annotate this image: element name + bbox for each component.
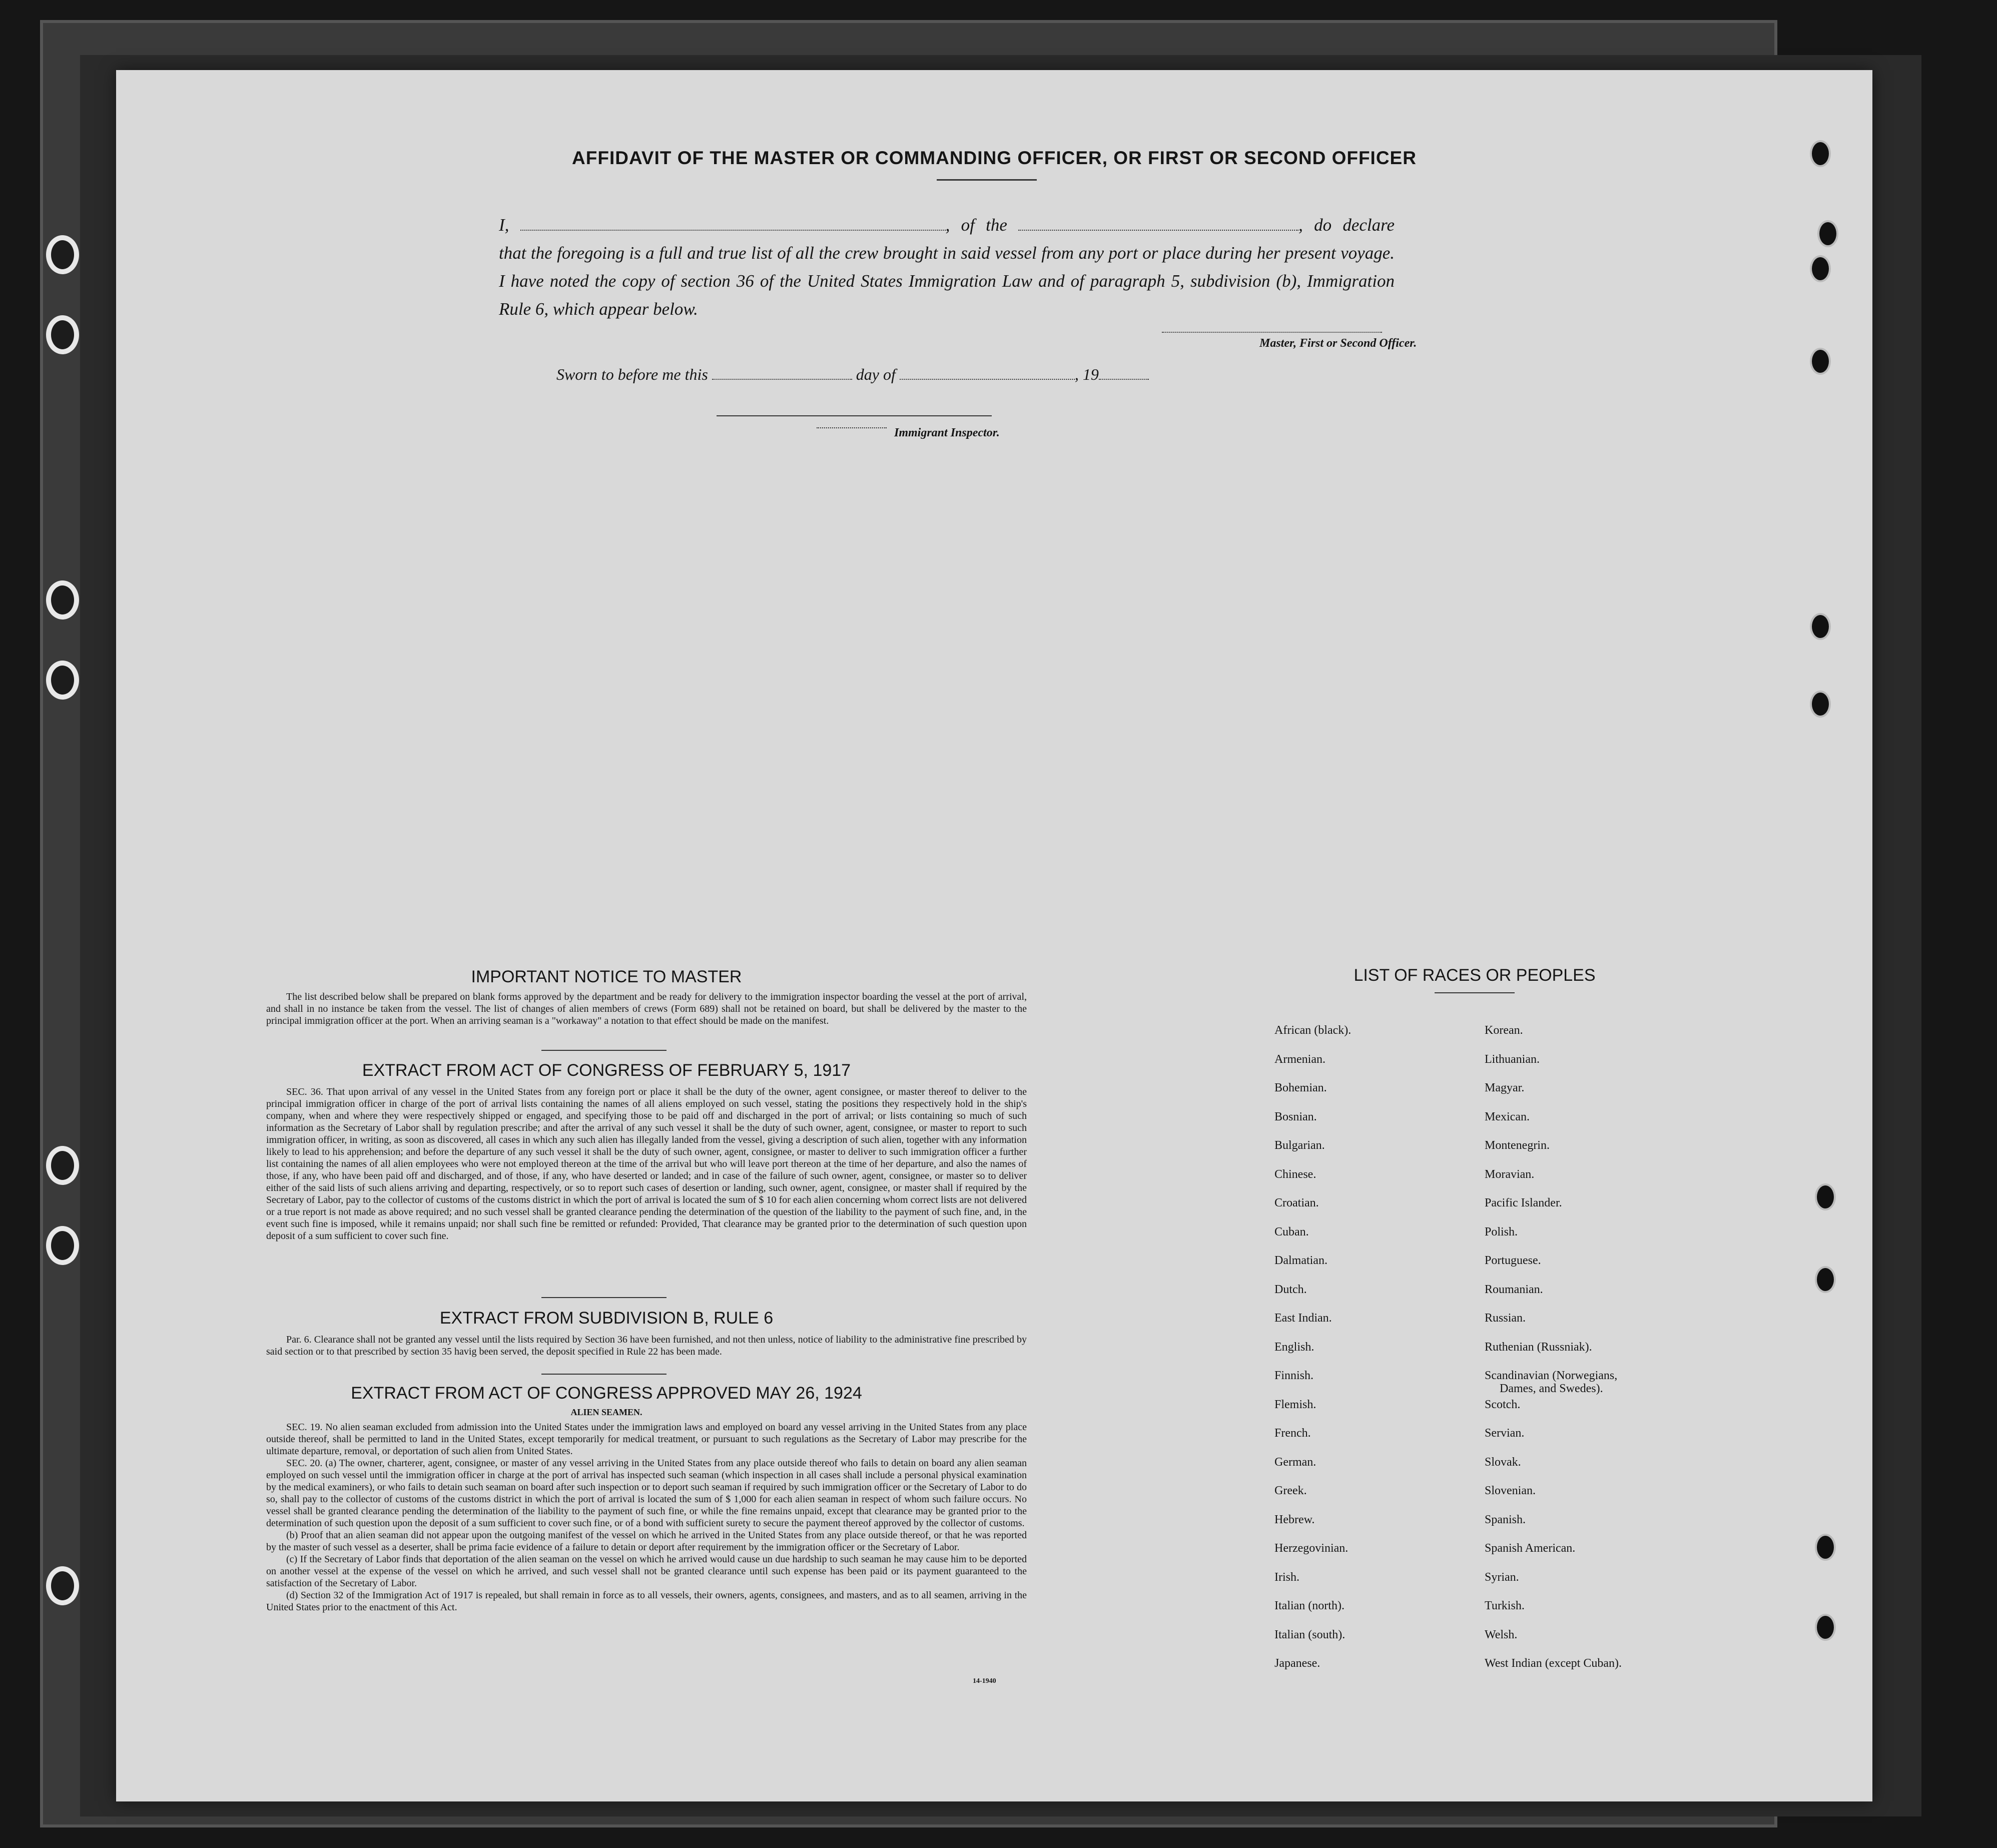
race-item: Cuban. [1274, 1225, 1309, 1239]
race-item: Bosnian. [1274, 1110, 1317, 1123]
binder-hole [46, 661, 79, 700]
sec-19-paragraph: SEC. 19. No alien seaman excluded from admission into the United States under the immigration laws and employed on board any vessel arriving in the United States from any place outside thereof, shall be permitted to land in the United States, except temporarily for medical treatment, or pursuant to such regulations as the Secretary of Labor may prescribe for the ultimate departure, removal, or deportation of such alien from United States. [266, 1422, 1027, 1457]
sec-20c-paragraph: (c) If the Secretary of Labor finds that deportation of the alien seaman on the vessel on which he arrived would cause un due hardship to such seaman he may cause him to be deported on another vessel at the expense of the vessel on which he arrived, and such vessel shall not be granted clearance until such expense has been paid or its payment guaranteed to the satisfaction of the Secretary of Labor. [266, 1554, 1027, 1589]
sworn-year-field[interactable] [1099, 367, 1149, 380]
sec-20b-paragraph: (b) Proof that an alien seaman did not appear upon the outgoing manifest of the vessel on which he arrived in the United States from any place outside thereof, or that he was reported by the master of such vessel as a deserter, shall be prima facie evidence of a failure to detain or deport after requirement by the immigration officer or the Secretary of Labor. [266, 1530, 1027, 1553]
title-rule [937, 179, 1037, 181]
declaration-of-the: , of the [945, 215, 1007, 235]
race-item: East Indian. [1274, 1312, 1332, 1325]
race-item: Greek. [1274, 1484, 1307, 1497]
race-item: Chinese. [1274, 1167, 1316, 1181]
extract-1917-text: SEC. 36. That upon arrival of any vessel in the United States from any foreign port or place it shall be the duty of the owner, agent consignee, or master thereof to deliver to the principal immigration officer in charge of the port of arrival lists containing the names of all aliens employed on such vessel, stating the positions they respectively hold in the ship's company, when and where they were respectively shipped or engaged, and specifying those to be paid off and discharged in the port of arrival; or lists containing so much of such information as the Secretary of Labor shall by regulation prescribe; and after the arrival of any such vessel it shall be the duty of such owner, agent, consignee, or master to report to such immigration officer, in writing, as soon as discovered, all cases in which any such alien has illegally landed from the vessel, giving a description of such alien, together with any information likely to lead to his apprehension; and before the departure of any such vessel it shall be the duty of such owner, agent, consignee, or master to deliver to such immigration officer a further list containing the names of all alien employees who were not employed thereon at the time of the arrival but who will leave port thereon at the time of her departure, and also the names of those, if any, who have been paid off and discharged, and of those, if any, who have deserted or landed; and in case of the failure of such owner, agent, consignee, or master so to deliver either of the said lists of such aliens arriving and departing, respectively, or so to report such cases of desertion or landing, such owner, agent, consignee, or master shall if required by the Secretary of Labor, pay to the collector of customs of the customs district in which the port of arrival is located the sum of $ 10 for each alien concerning whom correct lists are not delivered or a true report is not made as above required; and no such vessel shall be granted clearance pending the determination of the question of the liability to the payment of such fine, and, in the event such fine is imposed, while it remains unpaid; nor shall such fine be remitted or refunded: Provided, That clearance may be granted prior to the determination of such question upon deposit of a sum sufficient to cover such fine. [266, 1086, 1027, 1242]
race-item: Bohemian. [1274, 1081, 1327, 1094]
race-item: Polish. [1485, 1225, 1518, 1239]
binder-hole [46, 580, 79, 620]
punch-hole [1810, 613, 1831, 640]
sec-20a-paragraph: SEC. 20. (a) The owner, charterer, agent, consignee, or master of any vessel arriving in the United States from any place outside thereof who fails to detain on board any alien seaman employed on such vessel until the immigration officer in charge at the port of arrival has inspected such seaman (which inspection in all cases shall include a personal physical examination by the medical examiners), or who fails to detain such seaman on board after such inspection or to deport such seaman if required by such immigration officer or the Secretary of Labor to do so, shall pay to the collector of customs of the customs district in which the port of arrival is located the sum of $ 1,000 for each alien seaman in respect of whom such failure occurs. No vessel shall be granted clearance pending the determination of the liability to the payment of such fine, or while the fine remains unpaid, except that clearance may be granted prior to the determination of such question upon the deposit of a sum sufficient to cover such fine, or of a bond with sufficient surety to secure the payment thereof approved by the collector of customs. [266, 1458, 1027, 1529]
binder-hole [46, 1146, 79, 1185]
races-divider [1435, 992, 1515, 993]
sworn-line [556, 365, 1149, 384]
race-item: Finnish. [1274, 1369, 1314, 1382]
race-item: Italian (north). [1274, 1599, 1345, 1612]
binder-hole [46, 315, 79, 354]
punch-hole [1817, 220, 1838, 247]
race-item: Herzegovinian. [1274, 1542, 1349, 1555]
form-page [116, 70, 1872, 1801]
binder-hole [46, 1226, 79, 1265]
race-item: Italian (south). [1274, 1628, 1346, 1641]
declaration-body: that the foregoing is a full and true list of all the crew brought in said vessel from any port or place during her present voyage. I have noted the copy of section 36 of the United States Immigration Law and of paragraph 5, subdivision (b), Immigration Rule 6, which appear below. [499, 243, 1395, 319]
race-item: Servian. [1485, 1427, 1525, 1440]
sworn-month-field[interactable] [900, 367, 1075, 380]
notice-text: The list described below shall be prepared on blank forms approved by the department and be ready for delivery to the immigration inspector boarding the vessel at the port of arrival, and shall in no instance be taken from the vessel. The list of changes of alien members of crews (Form 689) shall not be retained on board, but shall be delivered by the master to the principal immigration officer at the port. When an arriving seaman is a "workaway" a notation to that effect should be made on the manifest. [266, 991, 1027, 1026]
extract-1924-text [266, 1421, 1027, 1613]
divider [541, 1297, 667, 1298]
inspector-label: Immigrant Inspector. [894, 426, 1000, 439]
race-item: Slovenian. [1485, 1484, 1536, 1497]
race-item: Pacific Islander. [1485, 1196, 1562, 1209]
rule6-text: Par. 6. Clearance shall not be granted any vessel until the lists required by Section 36 have been furnished, and not then unless, notice of liability to the administrative fine prescribed by said section or to that prescribed by section 35 havig been served, the deposit specified in Rule 22 has been made. [266, 1334, 1027, 1357]
declaration-do-declare: , do declare [1298, 215, 1395, 235]
races-left-column [1274, 1024, 1351, 1686]
inspector-signature-rule [717, 415, 992, 416]
races-right-column [1485, 1024, 1622, 1686]
race-item: Roumanian. [1485, 1283, 1543, 1296]
race-item: Flemish. [1274, 1398, 1316, 1411]
race-item: Hebrew. [1274, 1513, 1315, 1526]
binder-hole [46, 1566, 79, 1605]
race-item-multiline: Scandinavian (Norwegians, Dames, and Swedes). [1485, 1369, 1618, 1395]
race-item: Magyar. [1485, 1081, 1525, 1094]
race-item: French. [1274, 1427, 1311, 1440]
race-item: Scotch. [1485, 1398, 1521, 1411]
binder-hole [46, 235, 79, 274]
punch-hole [1810, 348, 1831, 375]
race-item: Welsh. [1485, 1628, 1518, 1641]
race-item: Korean. [1485, 1024, 1523, 1037]
master-signature-label: Master, First or Second Officer. [1259, 337, 1417, 350]
race-item: Lithuanian. [1485, 1052, 1540, 1066]
race-item: Syrian. [1485, 1570, 1519, 1584]
race-item: English. [1274, 1340, 1314, 1354]
race-item: German. [1274, 1455, 1316, 1469]
extract-1917-heading: EXTRACT FROM ACT OF CONGRESS OF FEBRUARY 5, 1917 [362, 1061, 851, 1080]
affidavit-declaration [499, 211, 1395, 323]
notice-heading: IMPORTANT NOTICE TO MASTER [471, 967, 742, 986]
race-item: Croatian. [1274, 1196, 1319, 1209]
race-item: Armenian. [1274, 1052, 1325, 1066]
sworn-prefix: Sworn to before me this [556, 365, 708, 383]
extract-1924-heading: EXTRACT FROM ACT OF CONGRESS APPROVED MAY 26, 1924 [351, 1384, 862, 1403]
race-item: African (black). [1274, 1024, 1352, 1037]
divider [541, 1374, 667, 1375]
punch-hole [1815, 1183, 1836, 1210]
race-item: Japanese. [1274, 1657, 1320, 1670]
race-item: Dutch. [1274, 1283, 1307, 1296]
race-item: Russian. [1485, 1312, 1526, 1325]
punch-hole [1815, 1534, 1836, 1561]
sec-20d-paragraph: (d) Section 32 of the Immigration Act of 1917 is repealed, but shall remain in force as to all vessels, their owners, agents, consignees, and masters, and as to all seamen, arriving in the United States prior to the enactment of this Act. [266, 1590, 1027, 1613]
race-item: Dalmatian. [1274, 1254, 1327, 1267]
sworn-day-of: day of [856, 365, 896, 383]
race-item: Montenegrin. [1485, 1139, 1550, 1152]
race-item: Spanish. [1485, 1513, 1526, 1526]
name-field[interactable] [520, 218, 946, 231]
inspector-dotted-line[interactable] [817, 427, 887, 428]
punch-hole [1815, 1614, 1836, 1641]
race-item: Spanish American. [1485, 1542, 1576, 1555]
vessel-field[interactable] [1018, 218, 1298, 231]
race-item: Slovak. [1485, 1455, 1521, 1469]
form-number: 14-1940 [973, 1677, 996, 1685]
rule6-heading: EXTRACT FROM SUBDIVISION B, RULE 6 [439, 1309, 774, 1328]
sworn-year: , 19 [1074, 365, 1099, 383]
race-item: Turkish. [1485, 1599, 1525, 1612]
punch-hole [1810, 255, 1831, 282]
master-signature-line[interactable] [1162, 332, 1382, 333]
race-item: Mexican. [1485, 1110, 1530, 1123]
race-item: Irish. [1274, 1570, 1299, 1584]
declaration-i: I, [499, 215, 509, 235]
sworn-date-field[interactable] [712, 367, 852, 380]
extract-1924-subheading: ALIEN SEAMEN. [570, 1407, 642, 1417]
race-item: West Indian (except Cuban). [1485, 1657, 1622, 1670]
punch-hole [1810, 691, 1831, 718]
race-item: Bulgarian. [1274, 1139, 1325, 1152]
punch-hole [1815, 1266, 1836, 1293]
divider [541, 1050, 667, 1051]
races-heading: LIST OF RACES OR PEOPLES [1354, 966, 1596, 985]
affidavit-title: AFFIDAVIT OF THE MASTER OR COMMANDING OFFICER, OR FIRST OR SECOND OFFICER [572, 148, 1417, 168]
race-item: Ruthenian (Russniak). [1485, 1340, 1592, 1354]
race-item: Portuguese. [1485, 1254, 1541, 1267]
race-item: Moravian. [1485, 1167, 1535, 1181]
